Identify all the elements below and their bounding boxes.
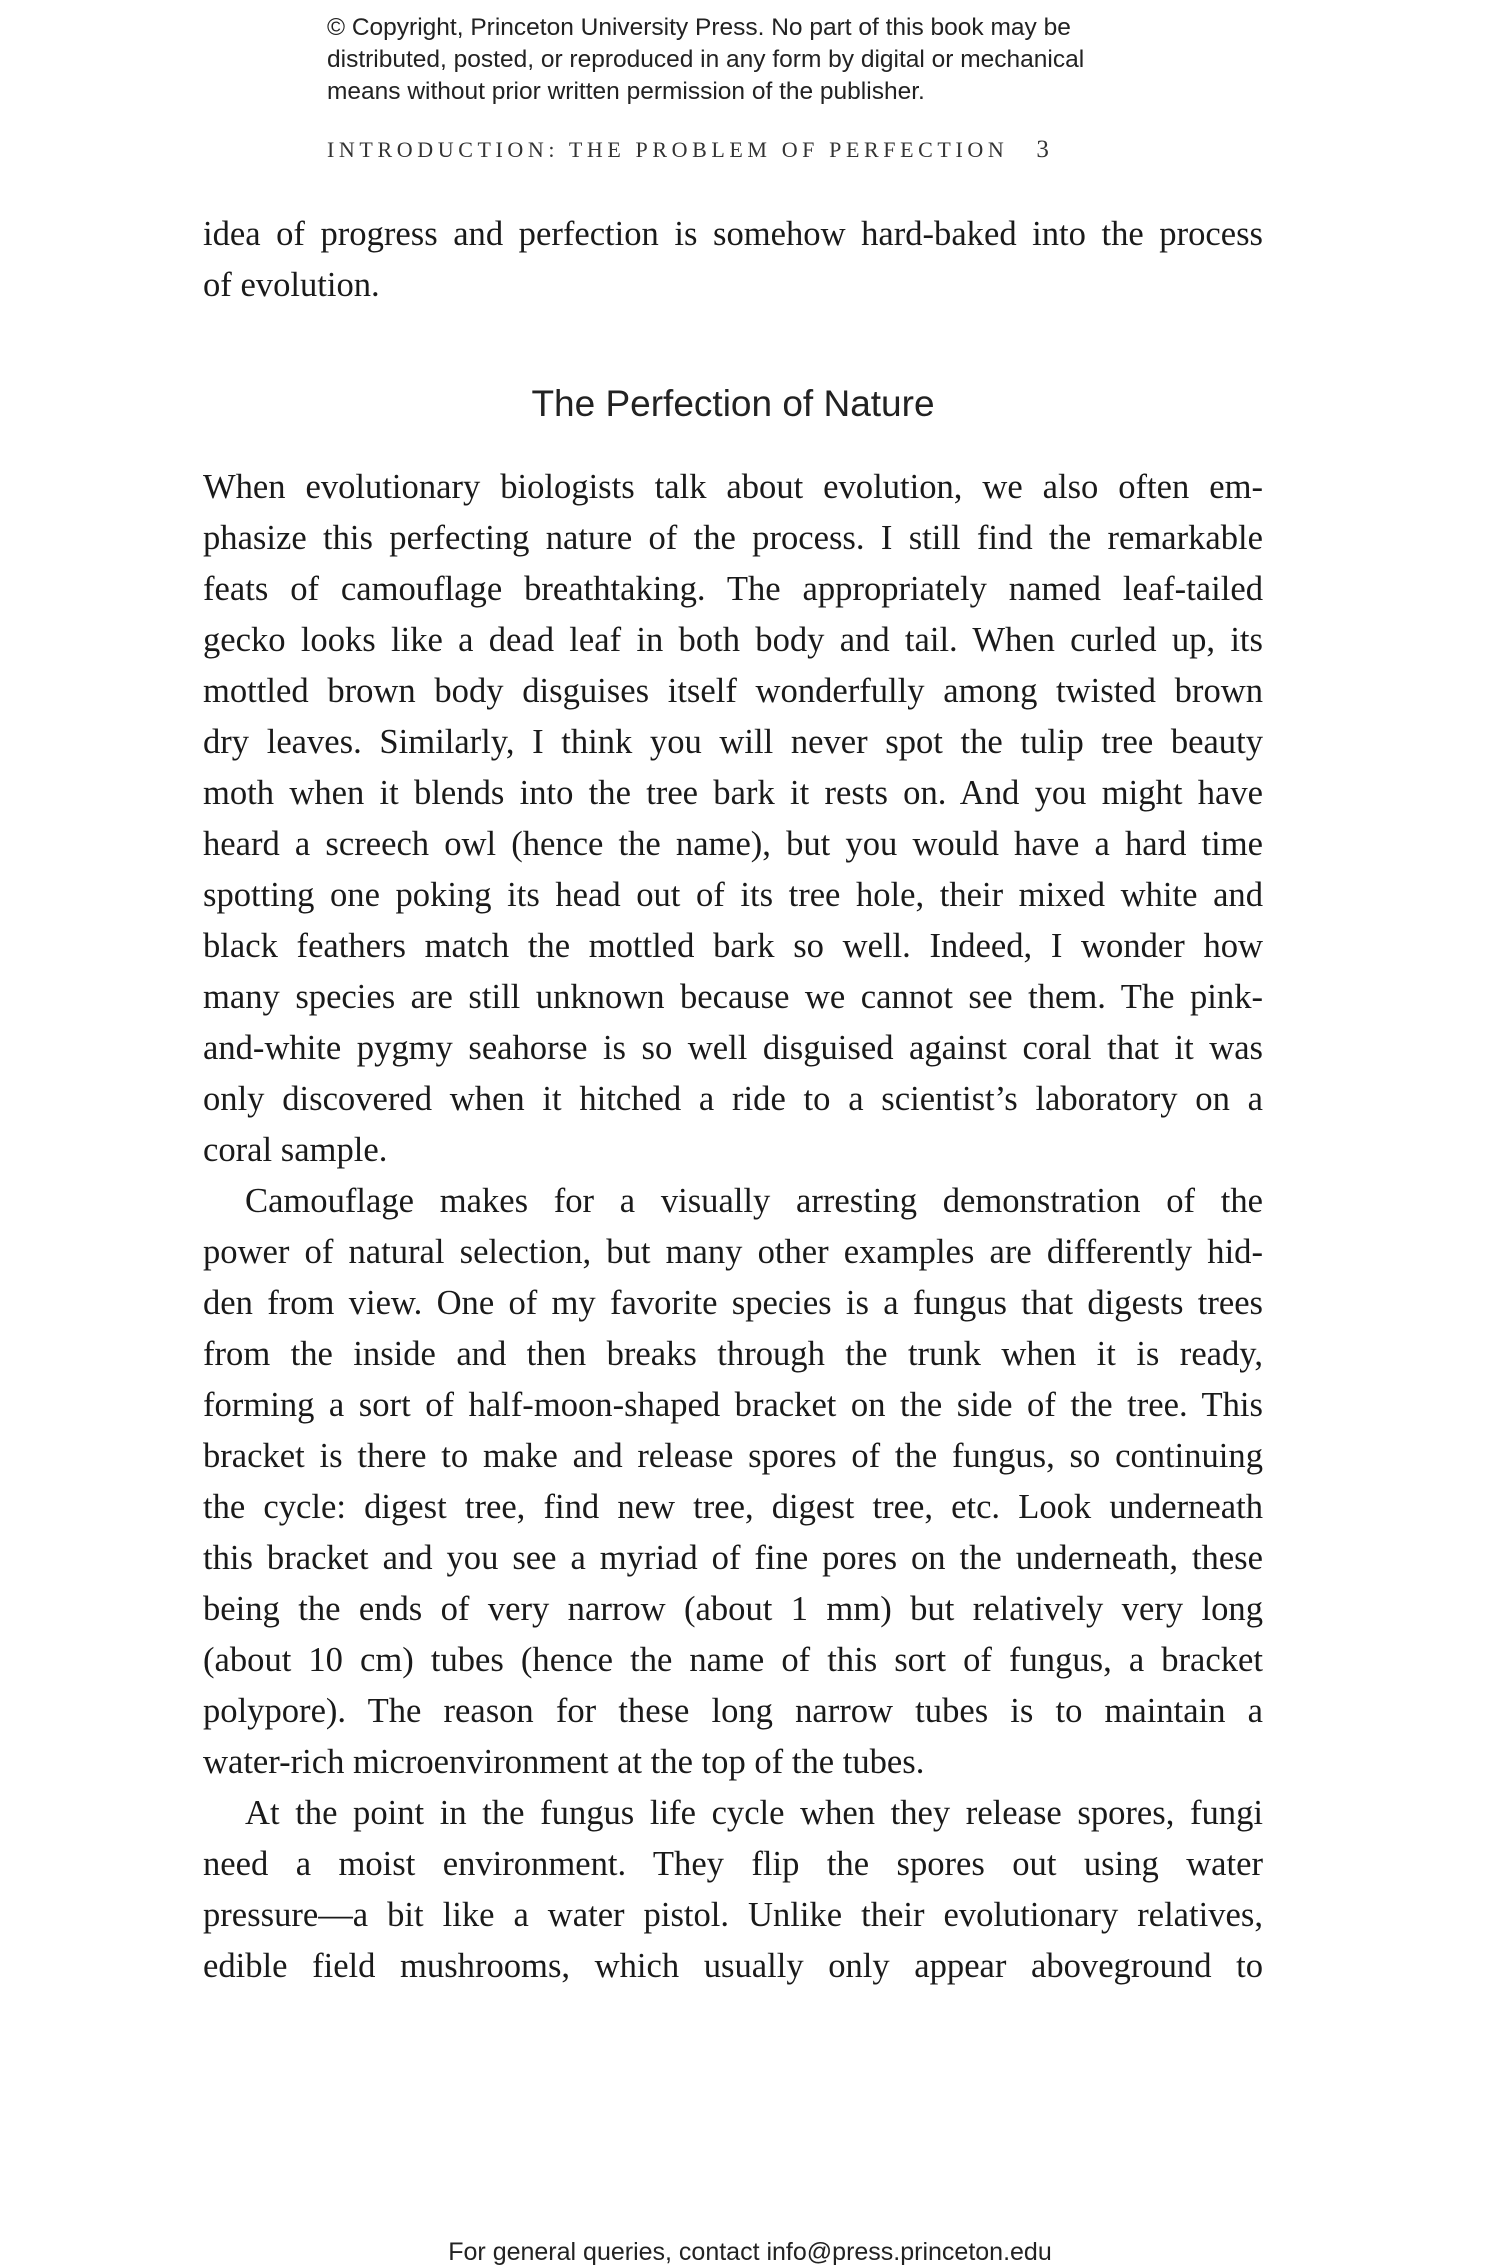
text-line: need a moist environment. They flip the spores out using water xyxy=(203,1845,1263,1883)
section-heading: The Perfection of Nature xyxy=(531,383,935,424)
paragraph-1 xyxy=(203,462,1263,1176)
text-line: heard a screech owl (hence the name), but you would have a hard time xyxy=(203,825,1263,863)
text-line: mottled brown body disguises itself wonderfully among twisted brown xyxy=(203,672,1263,710)
text-line: of evolution. xyxy=(203,266,380,304)
continuation-paragraph xyxy=(203,209,1263,311)
text-line: water-rich microenvironment at the top of the tubes. xyxy=(203,1743,925,1781)
paragraph-2 xyxy=(203,1176,1263,1788)
text-line: Camouflage makes for a visually arresting demonstration of the xyxy=(245,1182,1263,1220)
text-line: only discovered when it hitched a ride to a scientist’s laboratory on a xyxy=(203,1080,1263,1118)
text-line: (about 10 cm) tubes (hence the name of this sort of fungus, a bracket xyxy=(203,1641,1263,1679)
page-number: 3 xyxy=(1036,136,1049,163)
text-line: coral sample. xyxy=(203,1131,388,1169)
copyright-notice xyxy=(327,12,1227,108)
running-head-title: INTRODUCTION: THE PROBLEM OF PERFECTION xyxy=(327,137,1009,162)
text-line: phasize this perfecting nature of the process. I still find the remarkable xyxy=(203,519,1263,557)
text-line: black feathers match the mottled bark so well. Indeed, I wonder how xyxy=(203,927,1263,965)
text-line: and-white pygmy seahorse is so well disguised against coral that it was xyxy=(203,1029,1263,1067)
text-line: the cycle: digest tree, find new tree, digest tree, etc. Look underneath xyxy=(203,1488,1263,1526)
text-line: power of natural selection, but many other examples are differently hid- xyxy=(203,1233,1263,1271)
text-line: At the point in the fungus life cycle when they release spores, fungi xyxy=(245,1794,1263,1832)
text-line: edible field mushrooms, which usually only appear aboveground to xyxy=(203,1947,1263,1985)
text-line: dry leaves. Similarly, I think you will never spot the tulip tree beauty xyxy=(203,723,1263,761)
footer-contact: For general queries, contact info@press.princeton.edu xyxy=(448,2238,1052,2266)
text-line: spotting one poking its head out of its tree hole, their mixed white and xyxy=(203,876,1263,914)
text-line: idea of progress and perfection is somehow hard-baked into the process xyxy=(203,215,1263,253)
text-line: moth when it blends into the tree bark it rests on. And you might have xyxy=(203,774,1263,812)
paragraph-3 xyxy=(203,1788,1263,1992)
text-line: When evolutionary biologists talk about evolution, we also often em- xyxy=(203,468,1263,506)
text-line: den from view. One of my favorite species is a fungus that digests trees xyxy=(203,1284,1263,1322)
text-line: many species are still unknown because we cannot see them. The pink- xyxy=(203,978,1263,1016)
text-line: bracket is there to make and release spores of the fungus, so continuing xyxy=(203,1437,1263,1475)
text-line: from the inside and then breaks through the trunk when it is ready, xyxy=(203,1335,1263,1373)
running-head xyxy=(327,136,1227,164)
copyright-line: © Copyright, Princeton University Press. No part of this book may be xyxy=(327,14,1071,41)
text-line: feats of camouflage breathtaking. The appropriately named leaf-tailed xyxy=(203,570,1263,608)
text-line: polypore). The reason for these long narrow tubes is to maintain a xyxy=(203,1692,1263,1730)
text-line: gecko looks like a dead leaf in both body and tail. When curled up, its xyxy=(203,621,1263,659)
text-line: pressure—a bit like a water pistol. Unlike their evolutionary relatives, xyxy=(203,1896,1263,1934)
text-line: being the ends of very narrow (about 1 mm) but relatively very long xyxy=(203,1590,1263,1628)
text-line: this bracket and you see a myriad of fine pores on the underneath, these xyxy=(203,1539,1263,1577)
copyright-line: distributed, posted, or reproduced in any form by digital or mechanical xyxy=(327,46,1085,73)
text-line: forming a sort of half-moon-shaped bracket on the side of the tree. This xyxy=(203,1386,1263,1424)
copyright-line: means without prior written permission of the publisher. xyxy=(327,78,925,105)
